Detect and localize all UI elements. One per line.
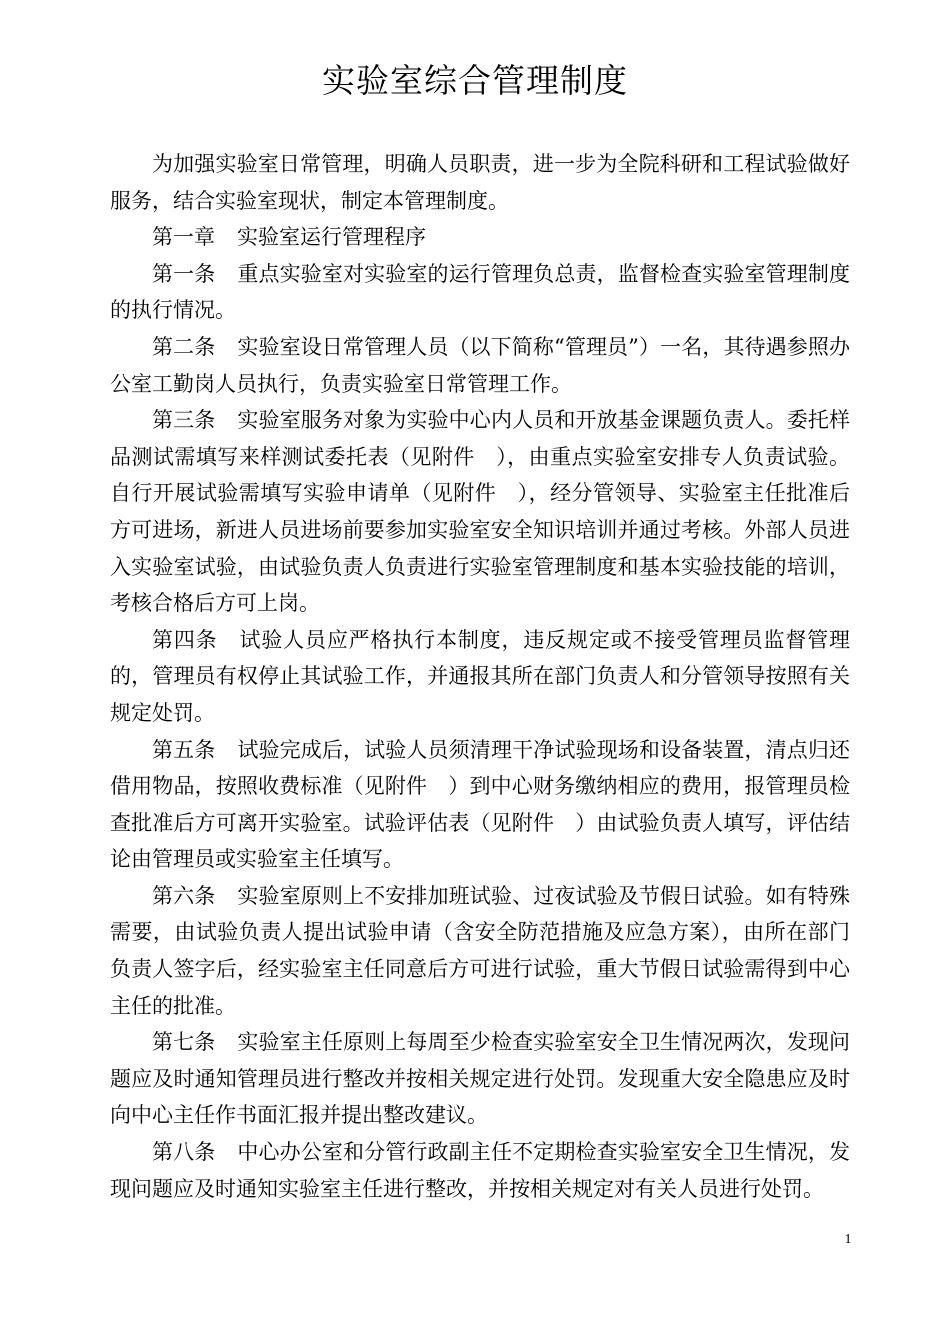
article-5 [110, 732, 850, 878]
chapter-label: 第一章 [152, 225, 215, 250]
article-label: 第七条 [152, 1030, 216, 1055]
article-text: 实验室原则上不安排加班试验、过夜试验及节假日试验。如有特殊需要，由试验负责人提出试验申请（含安全防范措施及应急方案），由所在部门负责人签字后，经实验室主任同意后方可进行试验，重大节假日试验需得到中心主任的批准。 [110, 883, 851, 1018]
intro-paragraph [110, 146, 850, 219]
article-text: 中心办公室和分管行政副主任不定期检查实验室安全卫生情况，发现问题应及时通知实验室主任进行整改，并按相关规定对有关人员进行处罚。 [110, 1140, 851, 1201]
article-label: 第三条 [152, 408, 216, 433]
article-label: 第六条 [152, 883, 216, 908]
article-label: 第二条 [152, 334, 216, 359]
article-8 [110, 1134, 850, 1207]
chapter-one-heading [110, 219, 850, 256]
chapter-title: 实验室运行管理程序 [237, 225, 426, 250]
article-7 [110, 1024, 850, 1134]
article-text: 重点实验室对实验室的运行管理负总责，监督检查实验室管理制度的执行情况。 [110, 261, 851, 323]
article-text: 实验室主任原则上每周至少检查实验室安全卫生情况两次，发现问题应及时通知管理员进行整改并按相关规定进行处罚。发现重大安全隐患应及时向中心主任作书面汇报并提出整改建议。 [110, 1030, 851, 1128]
article-text: 实验室设日常管理人员（以下简称“管理员”）一名，其待遇参照办公室工勤岗人员执行，负责实验室日常管理工作。 [110, 334, 850, 396]
page-number: 1 [844, 1232, 852, 1247]
paragraph-text: 为加强实验室日常管理，明确人员职责，进一步为全院科研和工程试验做好服务，结合实验室现状，制定本管理制度。 [110, 152, 850, 213]
article-label: 第一条 [152, 261, 216, 286]
article-1 [110, 256, 850, 329]
article-3 [110, 402, 850, 622]
article-text: 实验室服务对象为实验中心内人员和开放基金课题负责人。委托样品测试需填写来样测试委托表（见附件 ），由重点实验室安排专人负责试验。自行开展试验需填写实验申请单（见附件 ），经分管领导、实验室主任批准后方可进场，新进人员进场前要参加实验室安全知识培训并通过考核。外部人员进入实验室试验，由试验负责人负责进行实验室管理制度和基本实验技能的培训，考核合格后方可上岗。 [110, 408, 851, 616]
article-text: 试验完成后，试验人员须清理干净试验现场和设备装置，清点归还借用物品，按照收费标准（见附件 ）到中心财务缴纳相应的费用，报管理员检查批准后方可离开实验室。试验评估表（见附件 ）由试验负责人填写，评估结论由管理员或实验室主任填写。 [110, 737, 851, 872]
article-text: 试验人员应严格执行本制度，违反规定或不接受管理员监督管理的，管理员有权停止其试验工作，并通报其所在部门负责人和分管领导按照有关规定处罚。 [110, 627, 850, 725]
article-label: 第四条 [152, 627, 218, 652]
article-4 [110, 622, 850, 732]
document-title: 实验室综合管理制度 [322, 61, 628, 100]
article-2 [110, 329, 850, 402]
document-body [110, 146, 850, 1207]
article-label: 第八条 [152, 1140, 216, 1165]
article-6 [110, 878, 850, 1024]
article-label: 第五条 [152, 737, 216, 762]
